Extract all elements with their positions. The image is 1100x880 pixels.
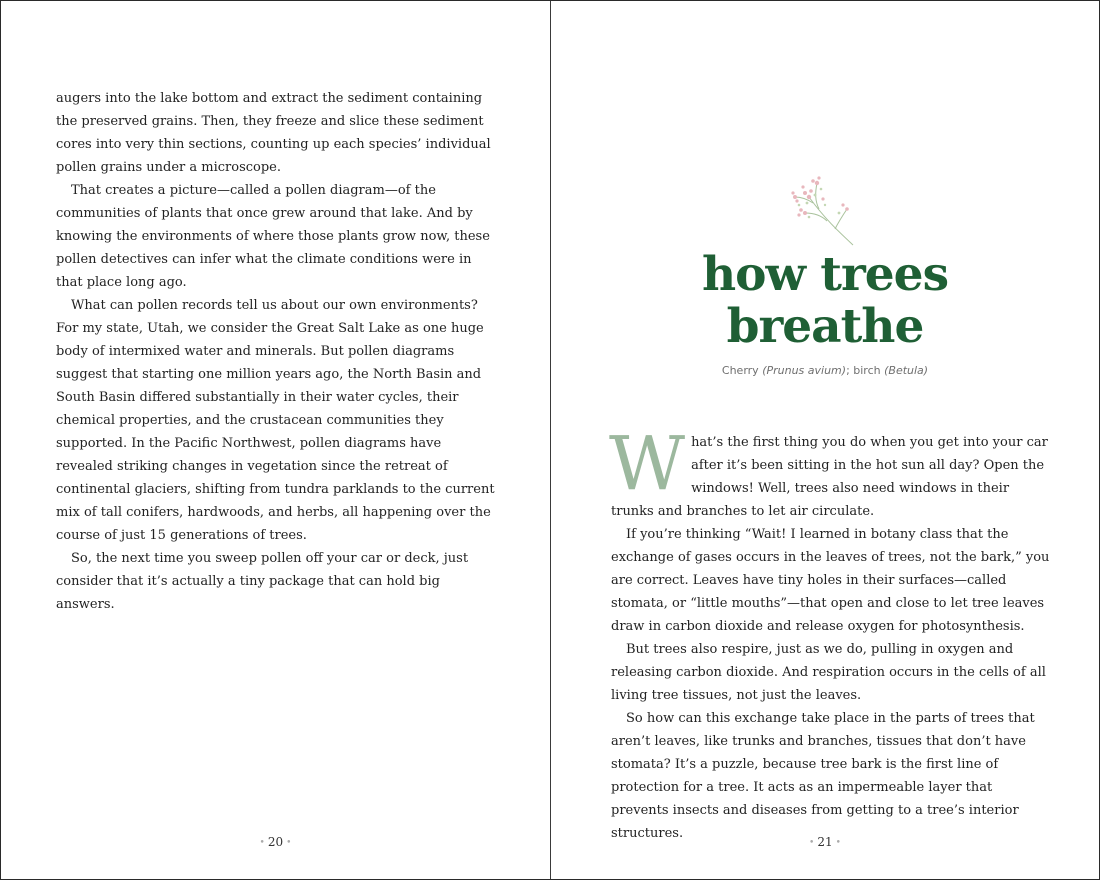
paragraph: That creates a picture—called a pollen diagram—of the communities of plants that once grew around that lake. And by knowing the environments of where those plants grow now, these pollen detectives can infer what the climate conditions were in that place long ago. bbox=[56, 183, 490, 290]
caption-text: Cherry bbox=[721, 364, 763, 377]
illustration-caption bbox=[551, 364, 1099, 377]
page-number-left bbox=[1, 835, 550, 849]
opening-paragraph bbox=[609, 421, 1051, 523]
paragraph: What can pollen records tell us about our own environments? For my state, Utah, we consider the Great Salt Lake as one huge body of intermixed water and minerals. But pollen diagrams suggest that starting one million years ago, the North Basin and South Basin differed substantially in their water cycles, their chemical properties, and the crustacean communities they supported. In the Pacific Northwest, pollen diagrams have revealed striking changes in vegetation since the retreat of continental glaciers, shifting from tundra parklands to the current mix of tall conifers, hardwoods, and herbs, all happening over the course of just 15 generations of trees. bbox=[56, 298, 495, 543]
left-page-body bbox=[56, 87, 496, 616]
right-page-body bbox=[609, 421, 1051, 845]
folio-dot-icon: • bbox=[259, 837, 265, 848]
folio-dot-icon: • bbox=[835, 837, 841, 848]
caption-text: ; birch bbox=[846, 364, 885, 377]
folio-dot-icon: • bbox=[286, 837, 292, 848]
page-number-right bbox=[551, 835, 1099, 849]
paragraph: So, the next time you sweep pollen off your car or deck, just consider that it’s actually a tiny package that can hold big answers. bbox=[56, 551, 469, 612]
paragraph: So how can this exchange take place in the parts of trees that aren’t leaves, like trunks and branches, tissues that don’t have stomata? It’s a puzzle, because tree bark is the first line of protection for a tree. It acts as an impermeable layer that prevents insects and diseases from getting to a tree’s interior structures. bbox=[611, 711, 1035, 841]
paragraph-text: hat’s the first thing you do when you get into your car after it’s been sitting in the hot sun all day? Open the windows! Well, trees also need windows in their trunks and branches to let air circulate. bbox=[611, 435, 1048, 519]
page-number-text: 21 bbox=[817, 835, 833, 849]
chapter-title-line: how trees bbox=[701, 247, 949, 302]
caption-latin-name: (Betula) bbox=[884, 364, 929, 377]
paragraph: augers into the lake bottom and extract the sediment containing the preserved grains. Then, they freeze and slice these sediment cores into very thin sections, counting up each species’ individual pollen grains under a microscope. bbox=[56, 91, 491, 175]
caption-latin-name: (Prunus avium) bbox=[762, 364, 847, 377]
left-page bbox=[1, 1, 550, 879]
right-page bbox=[551, 1, 1099, 879]
paragraph: But trees also respire, just as we do, pulling in oxygen and releasing carbon dioxide. And respiration occurs in the cells of all living tree tissues, not just the leaves. bbox=[611, 642, 1046, 703]
cherry-blossom-branch-icon bbox=[783, 169, 863, 249]
paragraph: If you’re thinking “Wait! I learned in botany class that the exchange of gases occurs in the leaves of trees, not the bark,” you are correct. Leaves have tiny holes in their surfaces—called stomata, or “little mouths”—that open and close to let tree leaves draw in carbon dioxide and release oxygen for photosynthesis. bbox=[611, 527, 1050, 634]
chapter-title bbox=[551, 249, 1099, 353]
folio-dot-icon: • bbox=[809, 837, 815, 848]
drop-cap: W bbox=[609, 421, 686, 507]
chapter-title-line: breathe bbox=[726, 299, 924, 354]
page-number-text: 20 bbox=[267, 835, 284, 849]
